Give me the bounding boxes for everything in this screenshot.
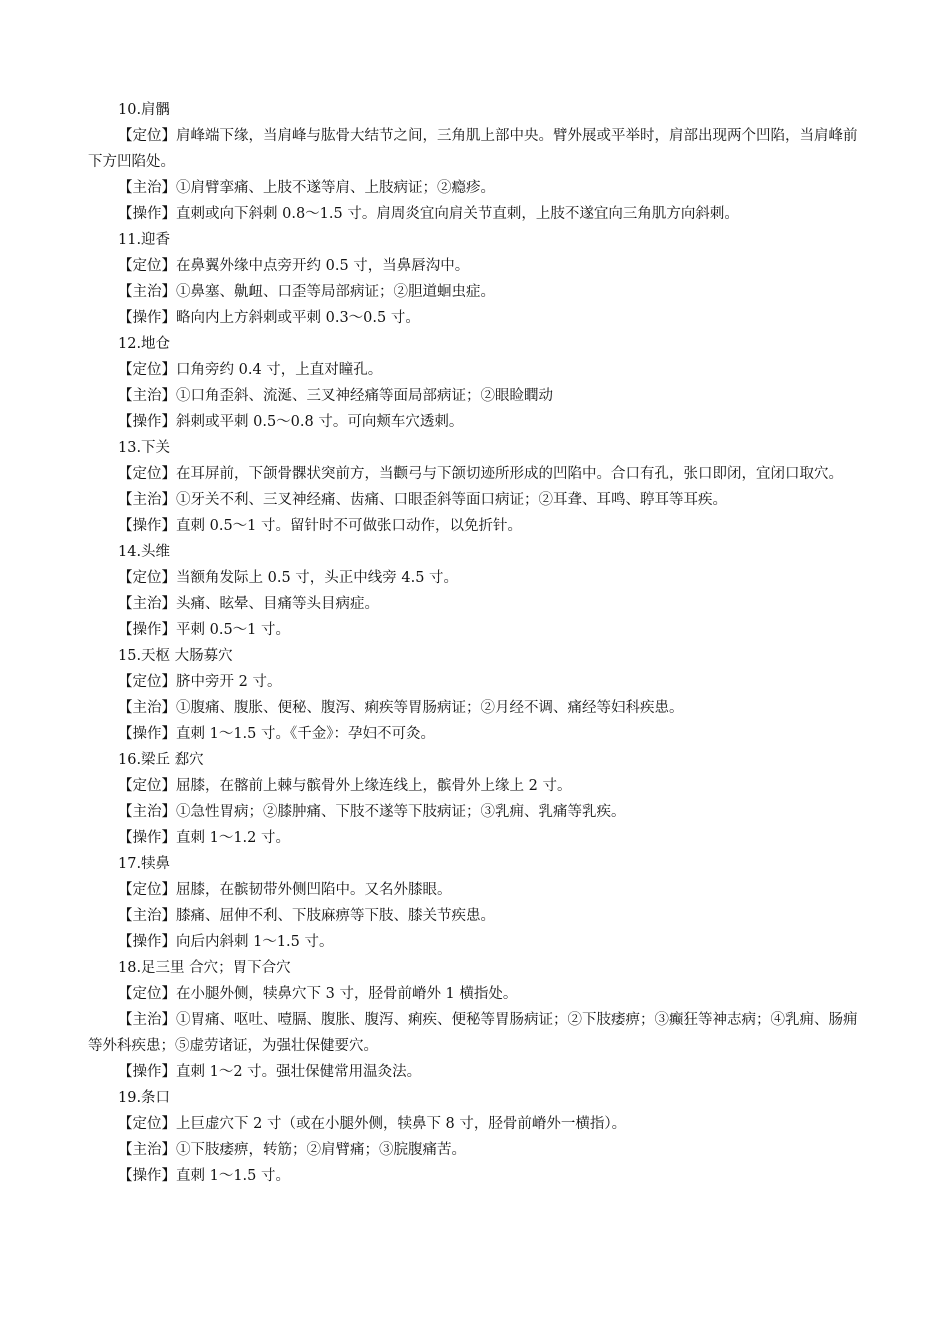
field-text: ①急性胃病；②膝肿痛、下肢不遂等下肢病证；③乳痈、乳痛等乳疾。 bbox=[176, 804, 626, 820]
field-text: ①下肢痿痹，转筋；②肩臂痛；③脘腹痛苦。 bbox=[176, 1142, 466, 1158]
acupoint-field bbox=[88, 903, 866, 929]
acupoint-field bbox=[88, 1111, 866, 1137]
field-text: 直刺 1～1.5 寸。《千金》：孕妇不可灸。 bbox=[176, 726, 436, 742]
field-label: 【主治】 bbox=[118, 492, 176, 508]
acupoint-title: 19.条口 bbox=[118, 1090, 171, 1106]
acupoint-field bbox=[88, 669, 866, 695]
acupoint-entry bbox=[88, 955, 866, 1085]
field-label: 【操作】 bbox=[118, 830, 176, 846]
field-text: 直刺或向下斜刺 0.8～1.5 寸。肩周炎宜向肩关节直刺，上肢不遂宜向三角肌方向斜刺。 bbox=[176, 206, 739, 222]
field-text: 屈膝，在髂前上棘与髌骨外上缘连线上，髌骨外上缘上 2 寸。 bbox=[176, 778, 572, 794]
field-label: 【操作】 bbox=[118, 726, 176, 742]
field-label: 【主治】 bbox=[118, 1142, 176, 1158]
field-label: 【主治】 bbox=[118, 180, 176, 196]
field-text: ①牙关不利、三叉神经痛、齿痛、口眼歪斜等面口病证；②耳聋、耳鸣、聤耳等耳疾。 bbox=[176, 492, 727, 508]
field-text: 屈膝，在髌韧带外侧凹陷中。又名外膝眼。 bbox=[176, 882, 452, 898]
field-text: 在耳屏前，下颌骨髁状突前方，当颧弓与下颌切迹所形成的凹陷中。合口有孔，张口即闭，宜闭口取穴。 bbox=[176, 466, 843, 482]
acupoint-field bbox=[88, 565, 866, 591]
acupoint-title: 11.迎香 bbox=[118, 232, 171, 248]
acupoint-entry bbox=[88, 227, 866, 331]
field-text: 上巨虚穴下 2 寸（或在小腿外侧，犊鼻下 8 寸，胫骨前嵴外一横指）。 bbox=[176, 1116, 627, 1132]
field-text: ①鼻塞、鼽衄、口歪等局部病证；②胆道蛔虫症。 bbox=[176, 284, 495, 300]
acupoint-field bbox=[88, 383, 866, 409]
acupoint-field bbox=[88, 825, 866, 851]
field-label: 【主治】 bbox=[118, 908, 176, 924]
field-label: 【定位】 bbox=[118, 570, 176, 586]
field-text: 膝痛、屈伸不利、下肢麻痹等下肢、膝关节疾患。 bbox=[176, 908, 495, 924]
field-label: 【操作】 bbox=[118, 518, 176, 534]
acupoint-field bbox=[88, 1137, 866, 1163]
acupoint-field bbox=[88, 253, 866, 279]
acupoint-title: 15.天枢 大肠募穴 bbox=[118, 648, 233, 664]
acupoint-title: 14.头维 bbox=[118, 544, 171, 560]
field-label: 【定位】 bbox=[118, 258, 176, 274]
acupoint-title: 18.足三里 合穴；胃下合穴 bbox=[118, 960, 291, 976]
acupoint-entry bbox=[88, 97, 866, 227]
field-text: 略向内上方斜刺或平刺 0.3～0.5 寸。 bbox=[176, 310, 420, 326]
field-text: 直刺 1～2 寸。强壮保健常用温灸法。 bbox=[176, 1064, 422, 1080]
field-label: 【定位】 bbox=[118, 882, 176, 898]
field-label: 【定位】 bbox=[118, 362, 176, 378]
acupoint-title: 13.下关 bbox=[118, 440, 171, 456]
acupoint-field bbox=[88, 487, 866, 513]
acupoint-field bbox=[88, 617, 866, 643]
acupoint-entry bbox=[88, 435, 866, 539]
field-label: 【操作】 bbox=[118, 1168, 176, 1184]
field-label: 【主治】 bbox=[118, 596, 176, 612]
field-text: 斜刺或平刺 0.5～0.8 寸。可向颊车穴透刺。 bbox=[176, 414, 464, 430]
acupoint-entry bbox=[88, 851, 866, 955]
field-label: 【定位】 bbox=[118, 466, 176, 482]
acupoint-title: 10.肩髃 bbox=[118, 102, 171, 118]
field-text: 在小腿外侧，犊鼻穴下 3 寸，胫骨前嵴外 1 横指处。 bbox=[176, 986, 518, 1002]
acupoint-field bbox=[88, 981, 866, 1007]
field-text: ①口角歪斜、流涎、三叉神经痛等面局部病证；②眼睑瞤动 bbox=[176, 388, 553, 404]
acupoint-field bbox=[88, 1059, 866, 1085]
field-text: 直刺 1～1.5 寸。 bbox=[176, 1168, 291, 1184]
acupoint-field bbox=[88, 201, 866, 227]
acupoint-field bbox=[88, 1163, 866, 1189]
acupoint-field bbox=[88, 591, 866, 617]
field-label: 【主治】 bbox=[118, 1012, 176, 1028]
field-label: 【定位】 bbox=[118, 1116, 176, 1132]
acupoint-field bbox=[88, 695, 866, 721]
acupoint-entry bbox=[88, 539, 866, 643]
field-label: 【操作】 bbox=[118, 414, 176, 430]
field-text: ①腹痛、腹胀、便秘、腹泻、痢疾等胃肠病证；②月经不调、痛经等妇科疾患。 bbox=[176, 700, 684, 716]
field-text: 直刺 0.5～1 寸。留针时不可做张口动作，以免折针。 bbox=[176, 518, 523, 534]
field-text: ①胃痛、呕吐、噎膈、腹胀、腹泻、痢疾、便秘等胃肠病证；②下肢痿痹；③癫狂等神志病；④乳痈、肠痈等外科疾患；⑤虚劳诸证，为强壮保健要穴。 bbox=[88, 1012, 858, 1054]
field-label: 【操作】 bbox=[118, 934, 176, 950]
field-label: 【定位】 bbox=[118, 674, 176, 690]
field-label: 【操作】 bbox=[118, 1064, 176, 1080]
field-text: 向后内斜刺 1～1.5 寸。 bbox=[176, 934, 334, 950]
field-text: 当额角发际上 0.5 寸，头正中线旁 4.5 寸。 bbox=[176, 570, 459, 586]
document-body bbox=[88, 97, 866, 1189]
field-label: 【操作】 bbox=[118, 310, 176, 326]
acupoint-field bbox=[88, 175, 866, 201]
field-label: 【操作】 bbox=[118, 206, 176, 222]
field-text: 平刺 0.5～1 寸。 bbox=[176, 622, 291, 638]
acupoint-field bbox=[88, 357, 866, 383]
acupoint-field bbox=[88, 721, 866, 747]
acupoint-field bbox=[88, 123, 866, 175]
acupoint-field bbox=[88, 409, 866, 435]
acupoint-field bbox=[88, 877, 866, 903]
acupoint-field bbox=[88, 773, 866, 799]
field-text: 头痛、眩晕、目痛等头目病症。 bbox=[176, 596, 379, 612]
acupoint-title: 17.犊鼻 bbox=[118, 856, 171, 872]
acupoint-title: 16.梁丘 郄穴 bbox=[118, 752, 204, 768]
field-label: 【定位】 bbox=[118, 778, 176, 794]
acupoint-field bbox=[88, 929, 866, 955]
acupoint-field bbox=[88, 799, 866, 825]
acupoint-field bbox=[88, 461, 866, 487]
acupoint-field bbox=[88, 513, 866, 539]
acupoint-field bbox=[88, 305, 866, 331]
field-text: 在鼻翼外缘中点旁开约 0.5 寸，当鼻唇沟中。 bbox=[176, 258, 470, 274]
field-label: 【主治】 bbox=[118, 804, 176, 820]
acupoint-title: 12.地仓 bbox=[118, 336, 171, 352]
acupoint-entry bbox=[88, 643, 866, 747]
acupoint-entry bbox=[88, 331, 866, 435]
field-text: ①肩臂挛痛、上肢不遂等肩、上肢病证；②瘾疹。 bbox=[176, 180, 495, 196]
acupoint-entry bbox=[88, 1085, 866, 1189]
field-label: 【定位】 bbox=[118, 128, 176, 144]
field-label: 【主治】 bbox=[118, 388, 176, 404]
field-text: 直刺 1～1.2 寸。 bbox=[176, 830, 291, 846]
acupoint-field bbox=[88, 1007, 866, 1059]
field-text: 口角旁约 0.4 寸，上直对瞳孔。 bbox=[176, 362, 383, 378]
field-label: 【主治】 bbox=[118, 284, 176, 300]
field-label: 【定位】 bbox=[118, 986, 176, 1002]
field-label: 【操作】 bbox=[118, 622, 176, 638]
field-text: 肩峰端下缘，当肩峰与肱骨大结节之间，三角肌上部中央。臂外展或平举时，肩部出现两个凹陷，当肩峰前下方凹陷处。 bbox=[88, 128, 858, 170]
field-text: 脐中旁开 2 寸。 bbox=[176, 674, 282, 690]
field-label: 【主治】 bbox=[118, 700, 176, 716]
acupoint-field bbox=[88, 279, 866, 305]
acupoint-entry bbox=[88, 747, 866, 851]
